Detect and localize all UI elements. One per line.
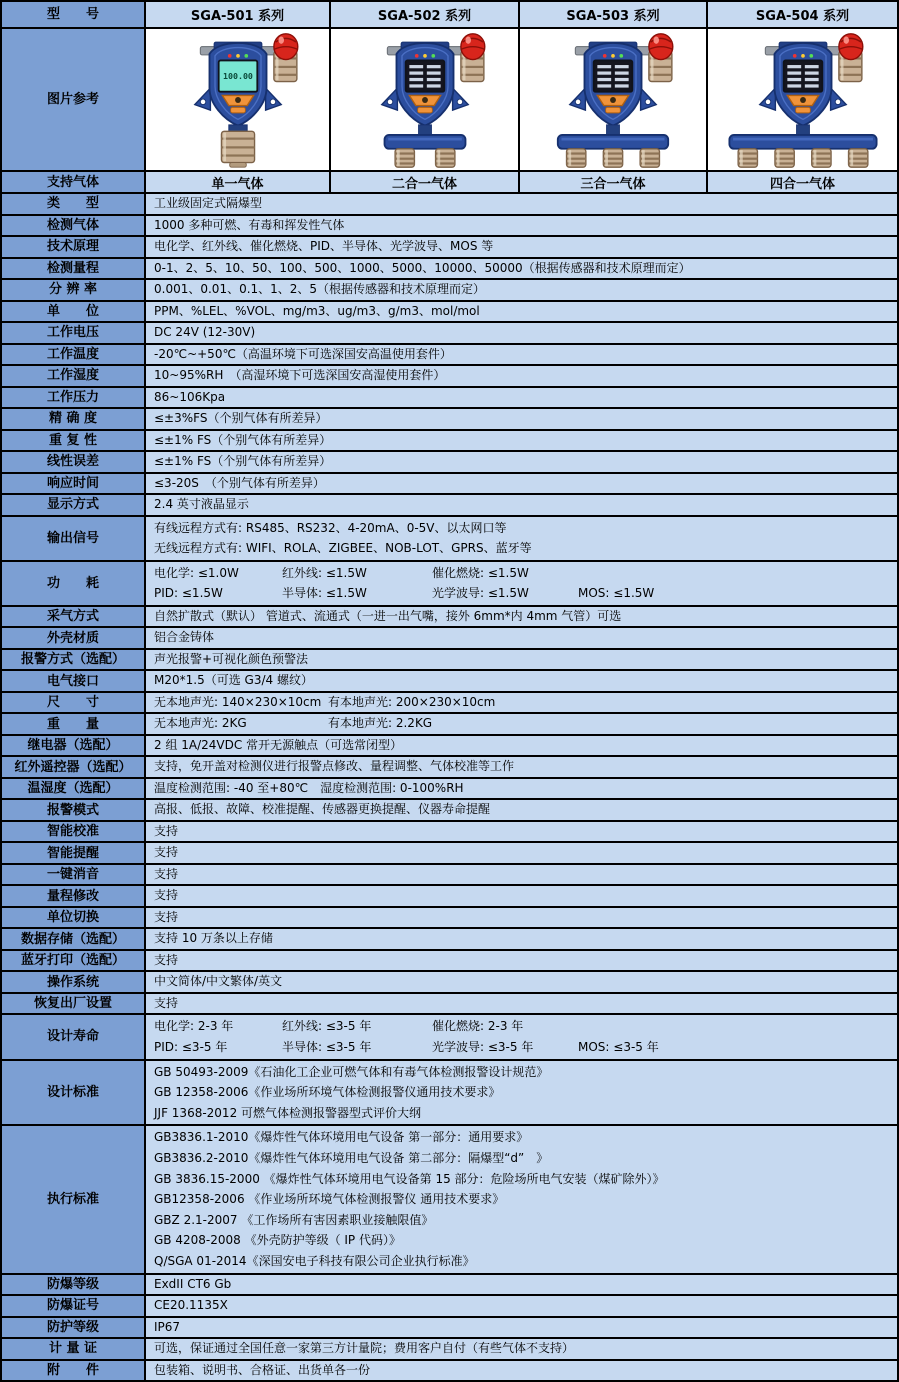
spec-label: 响应时间 xyxy=(2,474,146,494)
spec-label: 检测气体 xyxy=(2,216,146,236)
spec-row xyxy=(2,605,897,627)
spec-label: 温湿度（选配） xyxy=(2,779,146,799)
spec-value: GB 50493-2009《石油化工企业可燃气体和有毒气体检测报警设计规范》 GB 12358-2006《作业场所环境气体检测报警仪通用技术要求》 JJF 1368-2012 可燃气体检测报警器型式评价大纲 xyxy=(146,1061,897,1125)
spec-value: 2.4 英寸液晶显示 xyxy=(146,495,897,515)
spec-label: 操作系统 xyxy=(2,972,146,992)
spec-value: 支持 xyxy=(146,951,897,971)
spec-label: 精 确 度 xyxy=(2,409,146,429)
spec-row xyxy=(2,560,897,605)
spec-row xyxy=(2,407,897,429)
spec-value: 支持 xyxy=(146,822,897,842)
spec-row xyxy=(2,906,897,928)
spec-row xyxy=(2,429,897,451)
spec-value: 电化学、红外线、催化燃烧、PID、半导体、光学波导、MOS 等 xyxy=(146,237,897,257)
spec-value: PPM、%LEL、%VOL、mg/m3、ug/m3、g/m3、mol/mol xyxy=(146,302,897,322)
spec-row xyxy=(2,1013,897,1058)
spec-rows-container xyxy=(2,192,897,1380)
spec-row xyxy=(2,1294,897,1316)
spec-value: 无本地声光: 2KG 有本地声光: 2.2KG xyxy=(146,714,897,734)
spec-row xyxy=(2,257,897,279)
spec-value: DC 24V (12-30V) xyxy=(146,323,897,343)
spec-value: GB3836.1-2010《爆炸性气体环境用电气设备 第一部分：通用要求》 GB3836.2-2010《爆炸性气体环境用电气设备 第二部分：隔爆型“d” 》 GB 3836.15-2000 《爆炸性气体环境用电气设备第 15 部分：危险场所电气安装（煤矿除外）》 GB12358-2006 《作业场所环境气体检测报警仪 通用技术要求》 GBZ 2.1-2007 《工作场所有害因素职业接触限值》 GB 4208-2008 《外壳防护等级（ IP 代码）》 Q/SGA 01-2014《深国安电子科技有限公司企业执行标准》 xyxy=(146,1126,897,1272)
spec-label: 显示方式 xyxy=(2,495,146,515)
spec-row xyxy=(2,755,897,777)
spec-row xyxy=(2,343,897,365)
spec-value: 0.001、0.01、0.1、1、2、5（根据传感器和技术原理而定） xyxy=(146,280,897,300)
spec-row xyxy=(2,450,897,472)
model-sga-503: SGA-503 系列 xyxy=(520,2,708,27)
spec-row xyxy=(2,949,897,971)
spec-label: 继电器（选配） xyxy=(2,736,146,756)
spec-row xyxy=(2,493,897,515)
spec-row xyxy=(2,1359,897,1381)
model-sga-501: SGA-501 系列 xyxy=(146,2,331,27)
svg-text:100.00: 100.00 xyxy=(222,70,253,81)
spec-value: 支持 xyxy=(146,843,897,863)
spec-label: 恢复出厂设置 xyxy=(2,994,146,1014)
spec-label: 线性误差 xyxy=(2,452,146,472)
spec-row xyxy=(2,648,897,670)
spec-label: 报警模式 xyxy=(2,800,146,820)
spec-row xyxy=(2,734,897,756)
spec-row xyxy=(2,927,897,949)
spec-row xyxy=(2,192,897,214)
spec-label: 计 量 证 xyxy=(2,1339,146,1359)
spec-row xyxy=(2,970,897,992)
gas-type-2: 二合一气体 xyxy=(331,172,520,192)
product-image-sga-504 xyxy=(708,29,897,170)
spec-value: ≤3-20S （个别气体有所差异） xyxy=(146,474,897,494)
spec-value: 中文简体/中文繁体/英文 xyxy=(146,972,897,992)
spec-value: 有线远程方式有: RS485、RS232、4-20mA、0-5V、以太网口等 无线远程方式有: WIFI、ROLA、ZIGBEE、NOB-LOT、GPRS、蓝牙等 xyxy=(146,517,897,560)
spec-value: 支持 10 万条以上存储 xyxy=(146,929,897,949)
spec-label: 输出信号 xyxy=(2,517,146,560)
spec-label: 报警方式（选配） xyxy=(2,650,146,670)
spec-label: 技术原理 xyxy=(2,237,146,257)
spec-value: 温度检测范围: -40 至+80℃ 湿度检测范围: 0-100%RH xyxy=(146,779,897,799)
model-sga-502: SGA-502 系列 xyxy=(331,2,520,27)
spec-value: 工业级固定式隔爆型 xyxy=(146,194,897,214)
spec-row xyxy=(2,777,897,799)
spec-row xyxy=(2,863,897,885)
spec-row xyxy=(2,300,897,322)
spec-value: 可选，保证通过全国任意一家第三方计量院；费用客户自付（有些气体不支持） xyxy=(146,1339,897,1359)
spec-value: 高报、低报、故障、校准提醒、传感器更换提醒、仪器寿命提醒 xyxy=(146,800,897,820)
spec-row xyxy=(2,364,897,386)
spec-label: 附 件 xyxy=(2,1361,146,1381)
product-image-sga-503 xyxy=(520,29,708,170)
image-row-label: 图片参考 xyxy=(2,29,146,170)
image-reference-row xyxy=(2,27,897,170)
spec-label: 重 复 性 xyxy=(2,431,146,451)
gas-detector-icon xyxy=(154,31,322,169)
spec-value: ≤±1% FS（个别气体有所差异） xyxy=(146,431,897,451)
spec-value: IP67 xyxy=(146,1318,897,1338)
spec-value: 自然扩散式（默认） 管道式、流通式（一进一出气嘴，接外 6mm*内 4mm 气管）可选 xyxy=(146,607,897,627)
spec-label: 功 耗 xyxy=(2,562,146,605)
spec-label: 一键消音 xyxy=(2,865,146,885)
spec-row xyxy=(2,712,897,734)
spec-label: 尺 寸 xyxy=(2,693,146,713)
gas-detector-icon xyxy=(529,31,697,169)
spec-row xyxy=(2,235,897,257)
spec-value: -20℃~+50℃（高温环境下可选深国安高温使用套件） xyxy=(146,345,897,365)
spec-row xyxy=(2,669,897,691)
spec-label: 设计标准 xyxy=(2,1061,146,1125)
spec-value: 铝合金铸体 xyxy=(146,628,897,648)
supported-gas-row xyxy=(2,170,897,192)
spec-value: 0-1、2、5、10、50、100、500、1000、5000、10000、50000（根据传感器和技术原理而定） xyxy=(146,259,897,279)
spec-value: 声光报警+可视化颜色预警法 xyxy=(146,650,897,670)
spec-value: ≤±1% FS（个别气体有所差异） xyxy=(146,452,897,472)
spec-row xyxy=(2,214,897,236)
spec-label: 单 位 xyxy=(2,302,146,322)
spec-label: 蓝牙打印（选配） xyxy=(2,951,146,971)
spec-row xyxy=(2,626,897,648)
gas-type-4: 四合一气体 xyxy=(708,172,897,192)
spec-row xyxy=(2,1273,897,1295)
spec-row xyxy=(2,884,897,906)
spec-label: 防护等级 xyxy=(2,1318,146,1338)
spec-row xyxy=(2,386,897,408)
spec-label: 执行标准 xyxy=(2,1126,146,1272)
spec-value: M20*1.5（可选 G3/4 螺纹） xyxy=(146,671,897,691)
spec-label: 防爆等级 xyxy=(2,1275,146,1295)
spec-label: 设计寿命 xyxy=(2,1015,146,1058)
spec-label: 检测量程 xyxy=(2,259,146,279)
spec-row xyxy=(2,841,897,863)
spec-value: 86~106Kpa xyxy=(146,388,897,408)
spec-label: 工作压力 xyxy=(2,388,146,408)
spec-row xyxy=(2,321,897,343)
spec-value: 2 组 1A/24VDC 常开无源触点（可选常闭型） xyxy=(146,736,897,756)
spec-value: 支持，免开盖对检测仪进行报警点修改、量程调整、气体校准等工作 xyxy=(146,757,897,777)
gas-type-3: 三合一气体 xyxy=(520,172,708,192)
spec-value: 10~95%RH （高湿环境下可选深国安高湿使用套件） xyxy=(146,366,897,386)
spec-row xyxy=(2,1316,897,1338)
model-header-label: 型 号 xyxy=(2,2,146,27)
spec-label: 数据存储（选配） xyxy=(2,929,146,949)
spec-row xyxy=(2,1059,897,1125)
spec-label: 智能校准 xyxy=(2,822,146,842)
spec-label: 类 型 xyxy=(2,194,146,214)
model-sga-504: SGA-504 系列 xyxy=(708,2,897,27)
spec-value: 无本地声光: 140×230×10cm 有本地声光: 200×230×10cm xyxy=(146,693,897,713)
gas-detector-icon xyxy=(341,31,509,169)
spec-value: 支持 xyxy=(146,886,897,906)
spec-row xyxy=(2,278,897,300)
product-image-sga-501 xyxy=(146,29,331,170)
spec-label: 工作温度 xyxy=(2,345,146,365)
spec-value: 支持 xyxy=(146,865,897,885)
spec-label: 电气接口 xyxy=(2,671,146,691)
spec-value: 支持 xyxy=(146,908,897,928)
spec-label: 重 量 xyxy=(2,714,146,734)
spec-value: 支持 xyxy=(146,994,897,1014)
spec-value: CE20.1135X xyxy=(146,1296,897,1316)
spec-row xyxy=(2,1124,897,1272)
spec-row xyxy=(2,515,897,560)
spec-label: 外壳材质 xyxy=(2,628,146,648)
spec-value: 电化学: 2-3 年 红外线: ≤3-5 年 催化燃烧: 2-3 年 PID: ≤3-5 年 半导体: ≤3-5 年 光学波导: ≤3-5 年 MOS: ≤3-5 年 xyxy=(146,1015,897,1058)
spec-row xyxy=(2,472,897,494)
spec-label: 量程修改 xyxy=(2,886,146,906)
spec-value: 包装箱、说明书、合格证、出货单各一份 xyxy=(146,1361,897,1381)
spec-row xyxy=(2,798,897,820)
spec-label: 分 辨 率 xyxy=(2,280,146,300)
gas-detector-icon xyxy=(719,31,887,169)
spec-row xyxy=(2,691,897,713)
spec-label: 单位切换 xyxy=(2,908,146,928)
spec-row xyxy=(2,820,897,842)
spec-value: ≤±3%FS（个别气体有所差异） xyxy=(146,409,897,429)
spec-label: 工作电压 xyxy=(2,323,146,343)
spec-row xyxy=(2,1337,897,1359)
product-image-sga-502 xyxy=(331,29,520,170)
model-header-row xyxy=(2,2,897,27)
spec-value: 电化学: ≤1.0W 红外线: ≤1.5W 催化燃烧: ≤1.5W PID: ≤1.5W 半导体: ≤1.5W 光学波导: ≤1.5W MOS: ≤1.5W xyxy=(146,562,897,605)
spec-label: 红外遥控器（选配） xyxy=(2,757,146,777)
gas-type-1: 单一气体 xyxy=(146,172,331,192)
gas-row-label: 支持气体 xyxy=(2,172,146,192)
spec-label: 防爆证号 xyxy=(2,1296,146,1316)
spec-label: 工作湿度 xyxy=(2,366,146,386)
spec-value: 1000 多种可燃、有毒和挥发性气体 xyxy=(146,216,897,236)
spec-label: 智能提醒 xyxy=(2,843,146,863)
spec-label: 采气方式 xyxy=(2,607,146,627)
spec-row xyxy=(2,992,897,1014)
spec-value: ExdII CT6 Gb xyxy=(146,1275,897,1295)
